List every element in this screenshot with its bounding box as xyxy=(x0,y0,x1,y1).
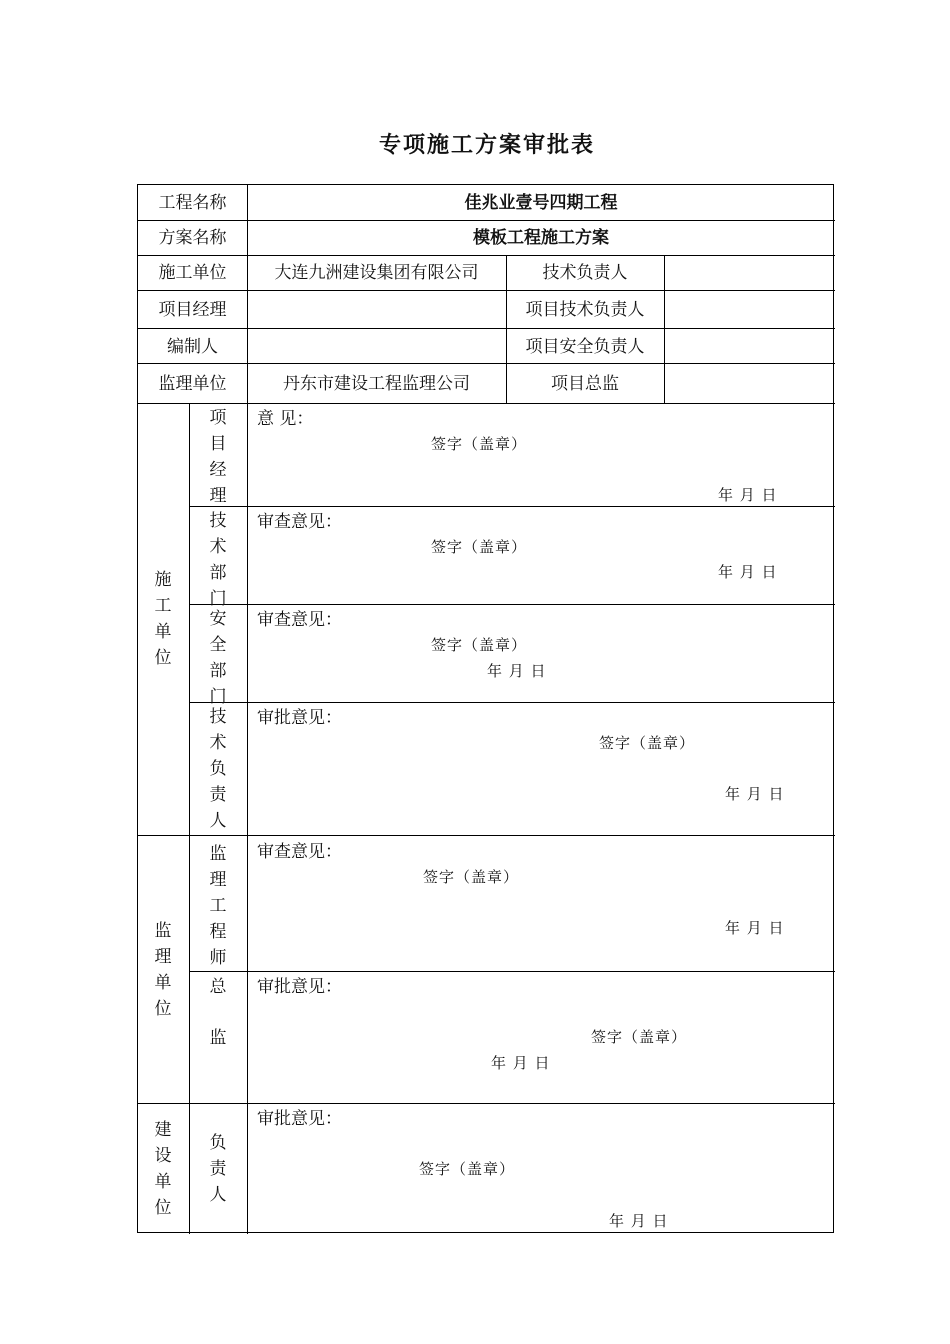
group-construction: 施工单位 xyxy=(154,570,172,668)
group-owner: 建设单位 xyxy=(154,1120,172,1218)
contractor-value: 大连九洲建设集团有限公司 xyxy=(274,263,479,283)
role-owner-lead: 负责人 xyxy=(209,1133,227,1205)
row-divider xyxy=(189,702,835,703)
chief-supervisor-label: 项目总监 xyxy=(551,374,619,394)
role-tech-lead: 技术负责人 xyxy=(209,707,227,831)
row-divider xyxy=(138,835,835,836)
row-divider xyxy=(138,1103,835,1104)
review-opinion-label: 审查意见： xyxy=(257,512,342,532)
col-divider xyxy=(664,255,665,403)
date-label: 年 月 日 xyxy=(718,486,778,504)
date-label: 年 月 日 xyxy=(491,1054,551,1072)
signature-label: 签字（盖章） xyxy=(431,538,528,556)
project-name-label: 工程名称 xyxy=(158,193,227,213)
review-opinion-label: 审查意见： xyxy=(257,842,342,862)
date-label: 年 月 日 xyxy=(725,785,785,803)
row-divider xyxy=(138,363,835,364)
review-opinion-label: 审查意见： xyxy=(257,610,342,630)
opinion-label: 意 见： xyxy=(257,409,314,429)
author-label: 编制人 xyxy=(167,337,218,357)
supervisor-label: 监理单位 xyxy=(158,374,227,394)
project-name-value: 佳兆业壹号四期工程 xyxy=(464,193,618,213)
date-label: 年 月 日 xyxy=(487,662,547,680)
group-supervision: 监理单位 xyxy=(154,921,172,1019)
plan-name-label: 方案名称 xyxy=(158,228,227,248)
approval-opinion-label: 审批意见： xyxy=(257,1109,342,1129)
supervisor-value: 丹东市建设工程监理公司 xyxy=(283,374,470,394)
col-divider xyxy=(247,185,248,1234)
row-divider xyxy=(138,403,835,404)
row-divider xyxy=(189,506,835,507)
contractor-label: 施工单位 xyxy=(158,263,227,283)
signature-label: 签字（盖章） xyxy=(431,636,528,654)
role-project-manager: 项目经理 xyxy=(209,408,227,506)
role-safety-dept: 安全部门 xyxy=(209,609,227,707)
row-divider xyxy=(138,255,835,256)
pm-label: 项目经理 xyxy=(158,300,227,320)
role-chief-top: 总 xyxy=(209,977,227,997)
row-divider xyxy=(189,971,835,972)
approval-opinion-label: 审批意见： xyxy=(257,977,342,997)
date-label: 年 月 日 xyxy=(609,1212,669,1230)
approval-opinion-label: 审批意见： xyxy=(257,708,342,728)
project-tech-lead-label: 项目技术负责人 xyxy=(525,300,645,320)
plan-name-value: 模板工程施工方案 xyxy=(473,228,609,248)
signature-label: 签字（盖章） xyxy=(599,734,696,752)
project-safety-lead-label: 项目安全负责人 xyxy=(525,337,645,357)
role-tech-dept: 技术部门 xyxy=(209,511,227,609)
signature-label: 签字（盖章） xyxy=(591,1028,688,1046)
col-divider xyxy=(189,403,190,1234)
row-divider xyxy=(138,328,835,329)
signature-label: 签字（盖章） xyxy=(423,868,520,886)
row-divider xyxy=(138,290,835,291)
approval-form xyxy=(137,184,834,1233)
signature-label: 签字（盖章） xyxy=(419,1160,516,1178)
role-supervising-engineer: 监理工程师 xyxy=(209,844,227,968)
date-label: 年 月 日 xyxy=(725,919,785,937)
date-label: 年 月 日 xyxy=(718,563,778,581)
page-title: 专项施工方案审批表 xyxy=(378,133,595,158)
row-divider xyxy=(189,604,835,605)
tech-lead-label: 技术负责人 xyxy=(542,263,628,283)
row-divider xyxy=(138,220,835,221)
role-chief-bottom: 监 xyxy=(209,1028,227,1048)
signature-label: 签字（盖章） xyxy=(431,435,528,453)
